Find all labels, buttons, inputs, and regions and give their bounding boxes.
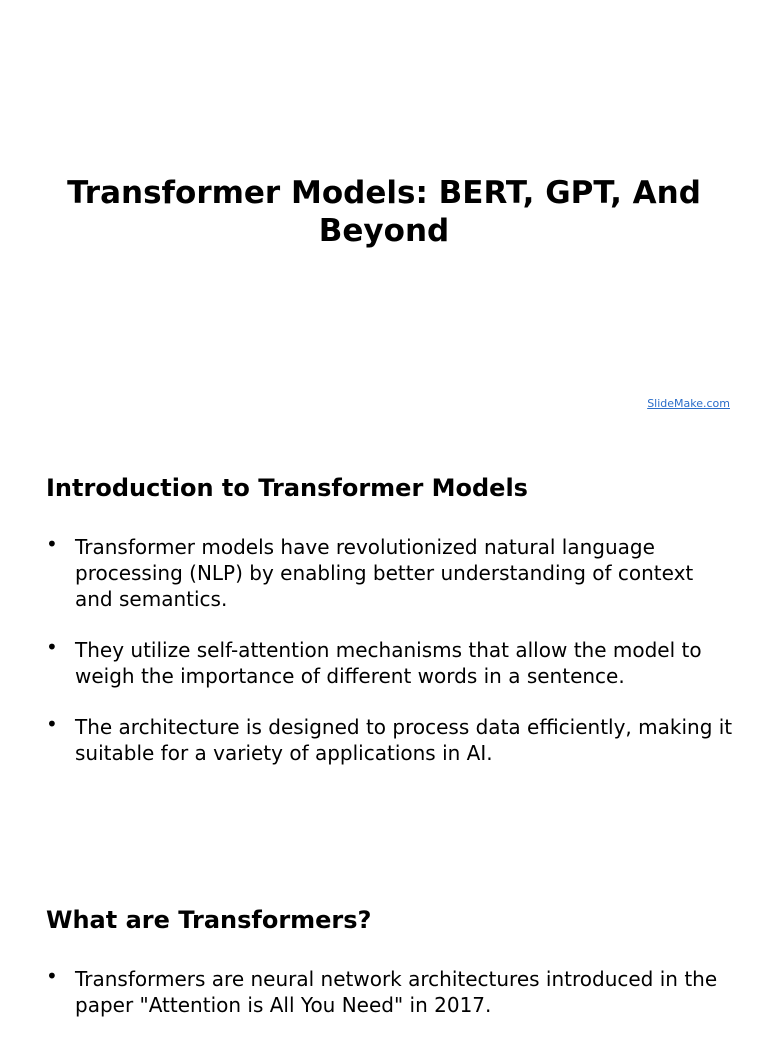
section-heading: What are Transformers? <box>46 906 372 934</box>
slidemake-link[interactable]: SlideMake.com <box>647 397 730 410</box>
bullet-icon: • <box>46 712 58 736</box>
bullet-text: They utilize self-attention mechanisms that allow the model to weigh the importance of different words in a sentence. <box>75 638 702 688</box>
bullet-text: Transformer models have revolutionized natural language processing (NLP) by enabling better understanding of context and semantics. <box>75 535 694 611</box>
bullet-icon: • <box>46 532 58 556</box>
bullet-icon: • <box>46 964 58 988</box>
bullet-item <box>46 534 736 612</box>
bullet-icon: • <box>46 635 58 659</box>
bullet-text: The architecture is designed to process data efficiently, making it suitable for a variety of applications in AI. <box>75 715 733 765</box>
bullet-text: Transformers are neural network architectures introduced in the paper "Attention is All You Need" in 2017. <box>75 967 718 1017</box>
section-what-are-transformers <box>46 904 736 1043</box>
slide-title: Transformer Models: BERT, GPT, And Beyond <box>67 175 701 249</box>
bullet-list <box>46 534 736 766</box>
section-heading: Introduction to Transformer Models <box>46 474 528 502</box>
bullet-list <box>46 966 736 1018</box>
section-introduction <box>46 472 736 791</box>
bullet-item <box>46 637 736 689</box>
title-slide <box>0 0 768 430</box>
bullet-item <box>46 714 736 766</box>
bullet-item <box>46 966 736 1018</box>
